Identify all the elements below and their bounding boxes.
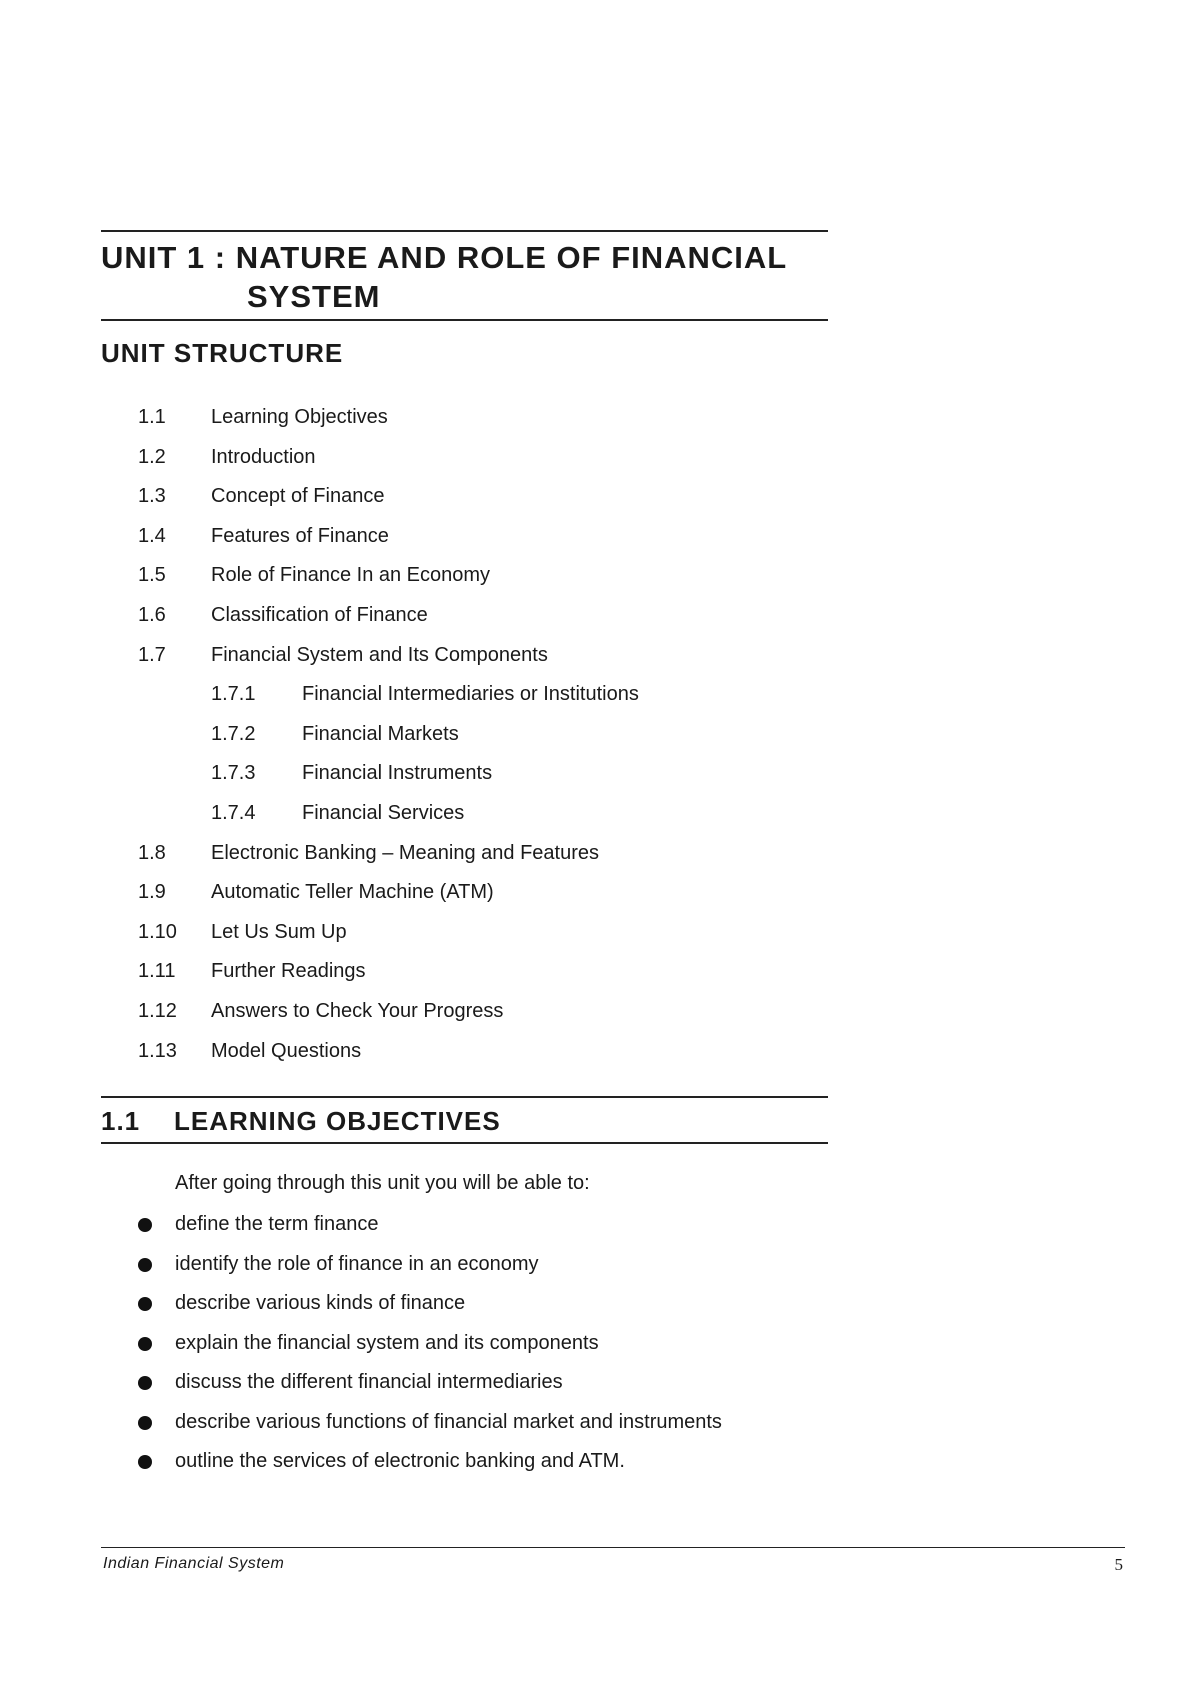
toc-item — [101, 596, 828, 636]
page-number: 5 — [1114, 1555, 1123, 1574]
toc-item-label: Features of Finance — [211, 524, 389, 547]
toc-item-number: 1.2 — [138, 445, 166, 468]
toc-item-label: Introduction — [211, 445, 316, 468]
toc-item-number: 1.11 — [138, 960, 176, 983]
objective-item — [101, 1205, 861, 1245]
toc-item-number: 1.5 — [138, 564, 166, 587]
section-heading — [101, 1098, 828, 1142]
toc-item — [101, 992, 828, 1032]
toc-item-number: 1.12 — [138, 999, 177, 1022]
toc-item-number: 1.1 — [138, 406, 166, 428]
section-title: LEARNING OBJECTIVES — [174, 1106, 501, 1136]
toc-item — [101, 398, 828, 438]
toc-item-number: 1.7.3 — [211, 762, 256, 785]
objective-item — [101, 1403, 861, 1443]
section-bottom-rule — [101, 1142, 828, 1144]
toc-item-label: Let Us Sum Up — [211, 920, 347, 943]
objective-label: describe various kinds of finance — [175, 1292, 466, 1314]
toc-item-label: Learning Objectives — [211, 406, 388, 428]
unit-title — [101, 232, 828, 319]
objectives-intro: After going through this unit you will be able to: — [175, 1172, 590, 1194]
objective-item — [101, 1442, 861, 1482]
toc-item — [101, 873, 828, 913]
objective-item — [101, 1324, 861, 1364]
objective-label: discuss the different financial intermediaries — [175, 1371, 563, 1393]
toc-item-number: 1.4 — [138, 524, 166, 547]
toc-item-number: 1.8 — [138, 841, 166, 864]
toc-item — [101, 913, 828, 953]
toc-item — [101, 834, 828, 874]
bullet-icon — [138, 1416, 152, 1430]
toc-item-number: 1.3 — [138, 485, 166, 508]
toc-item-label: Financial Intermediaries or Institutions — [302, 683, 639, 706]
objective-label: define the term finance — [175, 1213, 379, 1235]
unit-title-line1: UNIT 1 : NATURE AND ROLE OF FINANCIAL — [101, 240, 788, 275]
toc-item — [101, 952, 828, 992]
unit-structure-heading: UNIT STRUCTURE — [101, 338, 344, 368]
bullet-icon — [138, 1455, 152, 1469]
toc-item-number: 1.13 — [138, 1039, 177, 1062]
objective-label: outline the services of electronic banking and ATM. — [175, 1450, 625, 1472]
toc-subitem — [101, 794, 828, 834]
objective-item — [101, 1245, 861, 1285]
toc-item — [101, 1032, 828, 1072]
bullet-icon — [138, 1258, 152, 1272]
toc-item-label: Classification of Finance — [211, 603, 428, 626]
toc-item-number: 1.6 — [138, 603, 166, 626]
toc-item-number: 1.9 — [138, 881, 166, 904]
toc-subitem — [101, 675, 828, 715]
bullet-icon — [138, 1218, 152, 1232]
objectives-list — [101, 1205, 861, 1482]
toc-item-label: Further Readings — [211, 960, 366, 983]
footer-title: Indian Financial System — [103, 1555, 285, 1572]
toc-item-label: Role of Finance In an Economy — [211, 564, 491, 587]
toc-subitem — [101, 715, 828, 755]
toc-subitem — [101, 754, 828, 794]
toc-item-label: Concept of Finance — [211, 485, 385, 508]
toc-item-number: 1.7 — [138, 643, 166, 666]
toc-item — [101, 477, 828, 517]
toc-item — [101, 438, 828, 478]
toc-item-label: Answers to Check Your Progress — [211, 999, 504, 1022]
toc-item-number: 1.7.2 — [211, 722, 256, 745]
bullet-icon — [138, 1297, 152, 1311]
toc-item-label: Financial System and Its Components — [211, 643, 548, 666]
unit-title-line2: SYSTEM — [247, 279, 381, 314]
bottom-rule — [101, 319, 828, 321]
objective-item — [101, 1284, 861, 1324]
objective-label: describe various functions of financial market and instruments — [175, 1410, 722, 1433]
toc-item-label: Financial Services — [302, 801, 465, 824]
objective-label: identify the role of finance in an economy — [175, 1252, 539, 1275]
unit-heading-block — [101, 230, 828, 321]
footer-rule — [101, 1547, 1125, 1548]
learning-objectives-section — [101, 1096, 828, 1144]
objective-label: explain the financial system and its components — [175, 1331, 599, 1354]
page-footer — [101, 1547, 1125, 1574]
toc-item-label: Electronic Banking – Meaning and Features — [211, 841, 600, 864]
toc-item-number: 1.10 — [138, 920, 177, 943]
toc-item-label: Automatic Teller Machine (ATM) — [211, 881, 494, 904]
toc-item-number: 1.7.1 — [211, 683, 256, 706]
toc-item-label: Financial Markets — [302, 722, 459, 745]
bullet-icon — [138, 1337, 152, 1351]
toc-item — [101, 636, 828, 676]
toc-item-number: 1.7.4 — [211, 801, 256, 824]
toc-item-label: Financial Instruments — [302, 762, 493, 785]
toc-item — [101, 517, 828, 557]
toc-item — [101, 556, 828, 596]
toc-item-label: Model Questions — [211, 1039, 362, 1062]
table-of-contents — [101, 398, 828, 1071]
bullet-icon — [138, 1376, 152, 1390]
section-number: 1.1 — [101, 1106, 141, 1136]
objective-item — [101, 1363, 861, 1403]
